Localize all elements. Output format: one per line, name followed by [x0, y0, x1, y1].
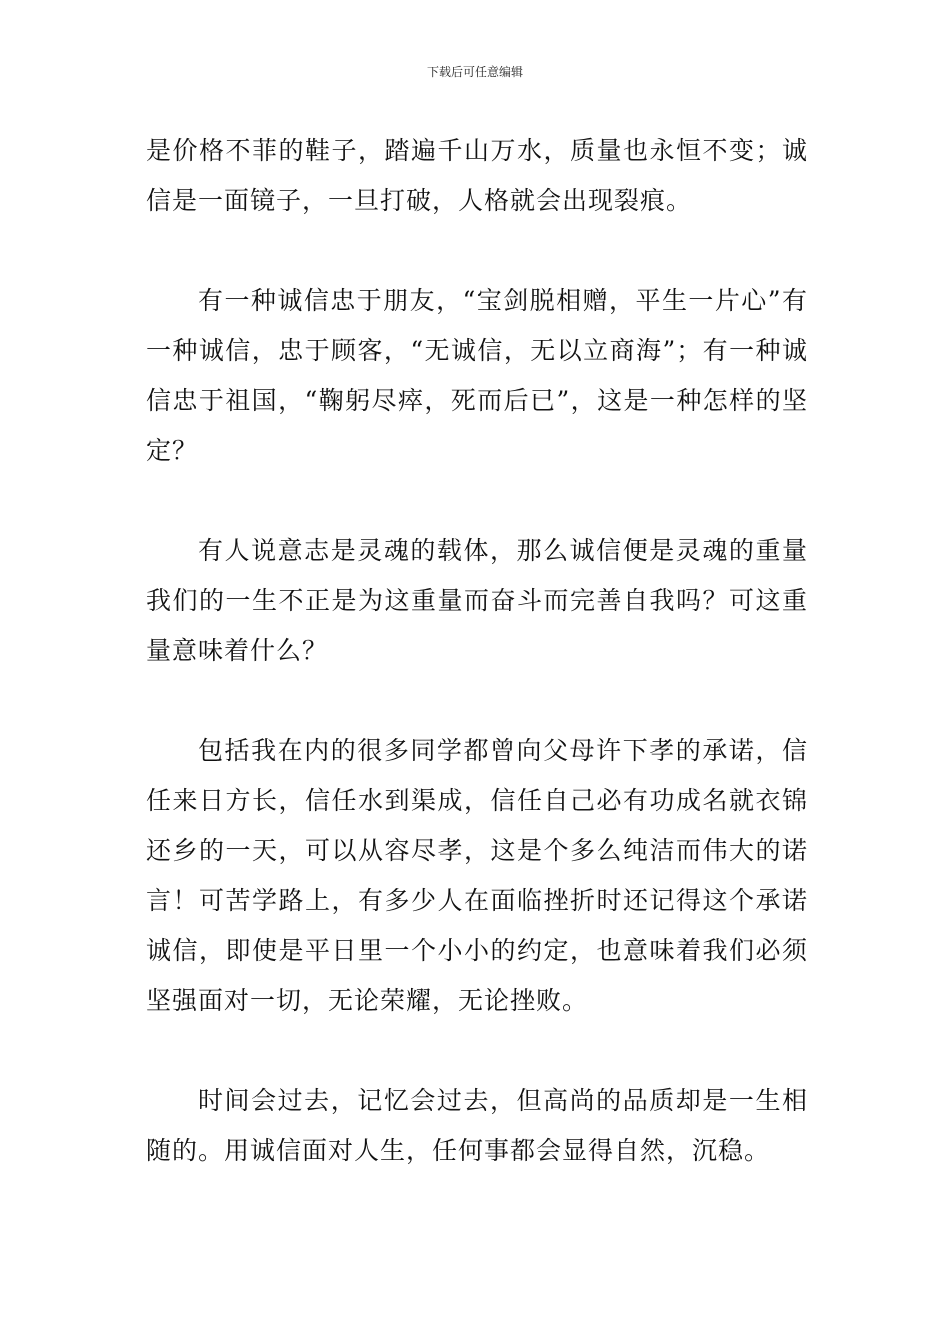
- paragraph-2: 有一种诚信忠于朋友，“宝剑脱相赠，平生一片心”有一种诚信，忠于顾客，“无诚信，无以立商海”；有一种诚信忠于祖国，“鞠躬尽瘁，死而后已”，这是一种怎样的坚定？: [146, 286, 808, 465]
- paragraph-3: 有人说意志是灵魂的载体，那么诚信便是灵魂的重量我们的一生不正是为这重量而奋斗而完善自我吗？可这重量意味着什么？: [146, 536, 808, 665]
- paragraph-5: 时间会过去，记忆会过去，但高尚的品质却是一生相随的。用诚信面对人生，任何事都会显得自然，沉稳。: [146, 1086, 808, 1165]
- document-body: [146, 126, 808, 1226]
- page-header: 下载后可任意编辑: [426, 65, 523, 79]
- paragraph-1: 是价格不菲的鞋子，踏遍千山万水，质量也永恒不变；诚信是一面镜子，一旦打破，人格就会出现裂痕。: [146, 136, 808, 215]
- paragraph-4: 包括我在内的很多同学都曾向父母许下孝的承诺，信任来日方长，信任水到渠成，信任自己必有功成名就衣锦还乡的一天，可以从容尽孝，这是个多么纯洁而伟大的诺言！可苦学路上，有多少人在面临挫折时还记得这个承诺诚信，即使是平日里一个小小的约定，也意味着我们必须坚强面对一切，无论荣耀，无论挫败。: [146, 736, 808, 1015]
